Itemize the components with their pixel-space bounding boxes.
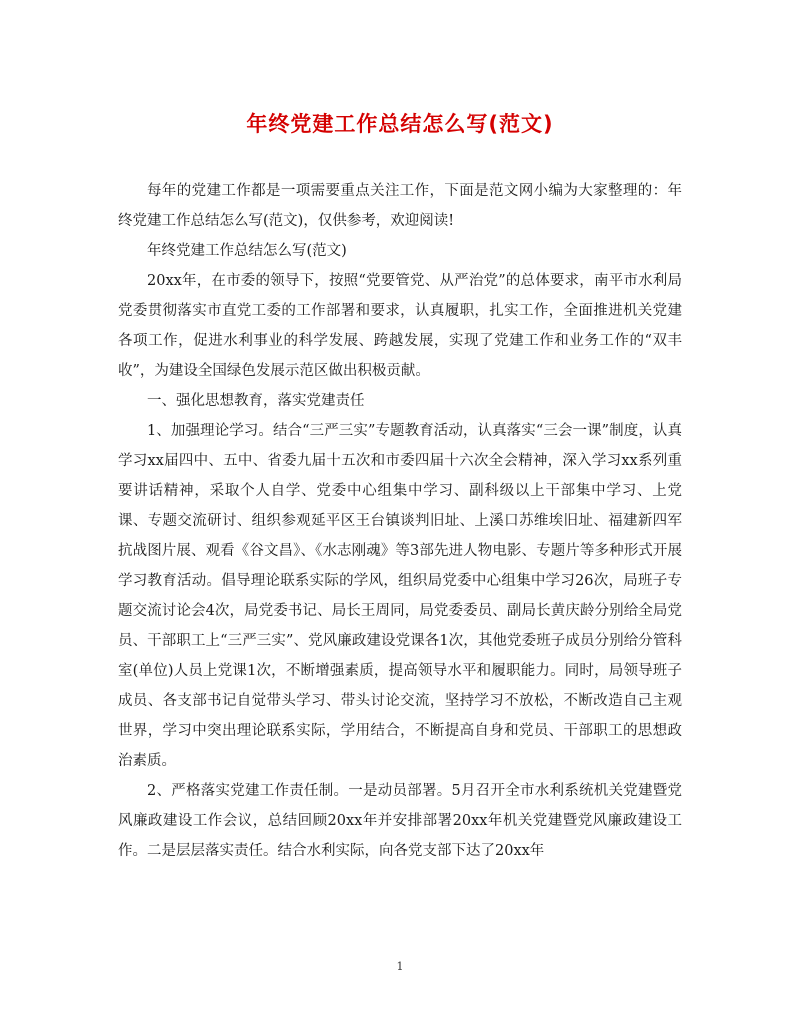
theory-study-paragraph: 1、加强理论学习。结合“三严三实”专题教育活动，认真落实“三会一课”制度，认真学习xx届四中、五中、省委九届十五次和市委四届十六次全会精神，深入学习xx系列重要讲话精神，采取个人自学、党委中心组集中学习、副科级以上干部集中学习、上党课、专题交流研讨、组织参观延平区王台镇谈判旧址、上溪口苏维埃旧址、福建新四军抗战图片展、观看《谷文昌》、《水志刚魂》等3部先进人物电影、专题片等多种形式开展学习教育活动。倡导理论联系实际的学风，组织局党委中心组集中学习26次，局班子专题交流讨论会4次，局党委书记、局长王周同，局党委委员、副局长黄庆龄分别给全局党员、干部职工上“三严三实”、党风廉政建设党课各1次，其他党委班子成员分别给分管科室(单位)人员上党课1次，不断增强素质，提高领导水平和履职能力。同时，局领导班子成员、各支部书记自觉带头学习、带头讨论交流，坚持学习不放松，不断改造自己主观世界，学习中突出理论联系实际，学用结合，不断提高自身和党员、干部职工的思想政治素质。 [118, 423, 682, 769]
page-number: 1 [396, 960, 404, 973]
section-heading-1: 一、强化思想教育，落实党建责任 [147, 393, 365, 409]
responsibility-paragraph: 2、严格落实党建工作责任制。一是动员部署。5月召开全市水利系统机关党建暨党风廉政建设工作会议，总结回顾20xx年并安排部署20xx年机关党建暨党风廉政建设工作。二是层层落实责任。结合水利实际，向各党支部下达了20xx年 [118, 783, 682, 859]
subtitle-paragraph: 年终党建工作总结怎么写(范文) [147, 243, 347, 259]
document-body [118, 176, 682, 866]
document-title: 年终党建工作总结怎么写(范文) [246, 112, 554, 136]
intro-paragraph: 每年的党建工作都是一项需要重点关注工作，下面是范文网小编为大家整理的：年终党建工作总结怎么写(范文)，仅供参考，欢迎阅读! [118, 183, 682, 229]
overview-paragraph: 20xx年，在市委的领导下，按照“党要管党、从严治党”的总体要求，南平市水利局党委贯彻落实市直党工委的工作部署和要求，认真履职，扎实工作，全面推进机关党建各项工作，促进水利事业的科学发展、跨越发展，实现了党建工作和业务工作的“双丰收”，为建设全国绿色发展示范区做出积极贡献。 [118, 273, 682, 379]
